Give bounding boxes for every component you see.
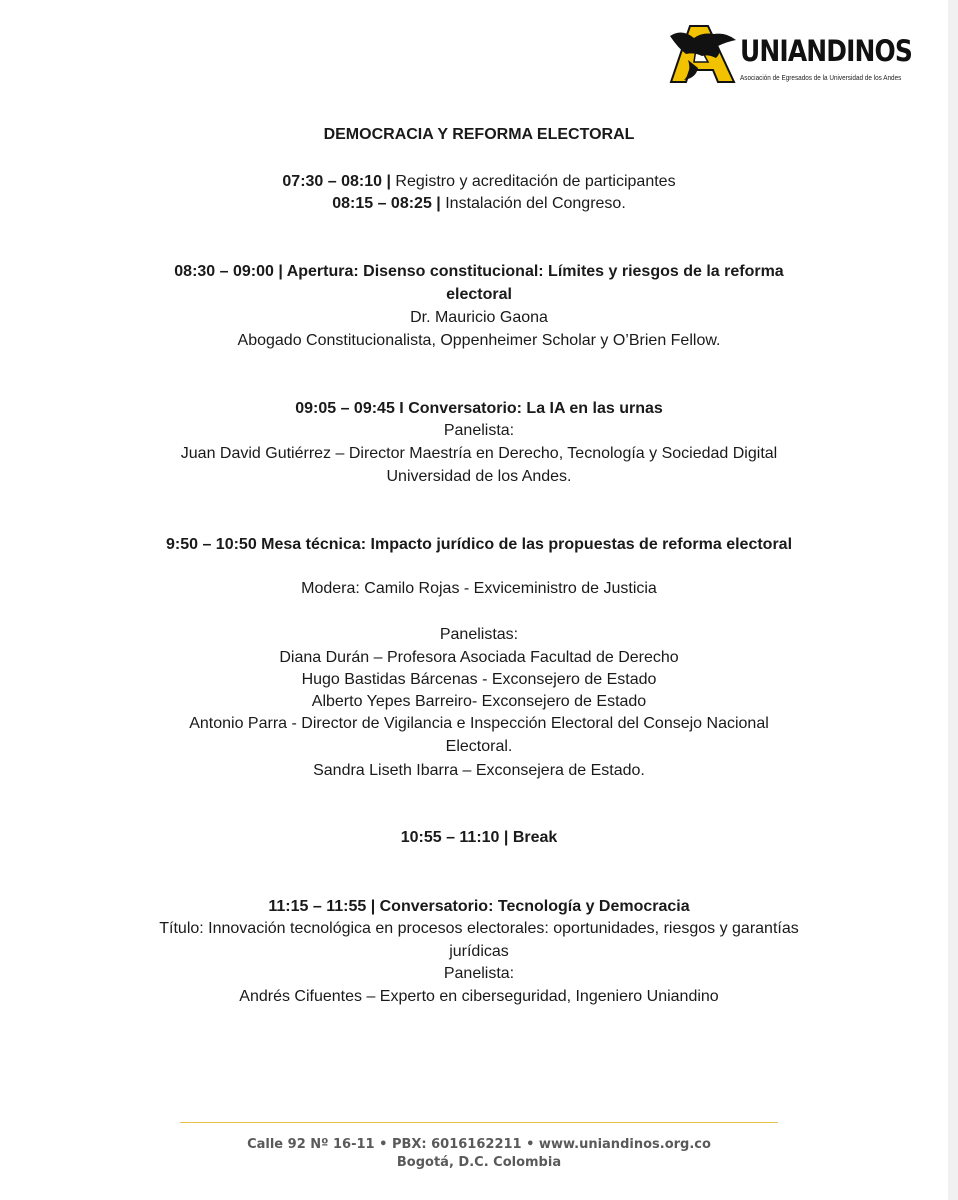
agenda-heading-tecnologia: 11:15 – 11:55 | Conversatorio: Tecnología y Democracia	[268, 898, 690, 915]
panelist: Antonio Parra - Director de Vigilancia e Inspección Electoral del Consejo Nacional	[189, 715, 769, 732]
panelist: Sandra Liseth Ibarra – Exconsejera de Estado.	[313, 762, 645, 779]
agenda-heading-apertura-cont: electoral	[446, 286, 512, 303]
logo-subtitle: Asociación de Egresados de la Universidad de los Andes	[740, 73, 902, 82]
logo-wordmark: UNIANDINOS	[740, 34, 912, 68]
panelist: Hugo Bastidas Bárcenas - Exconsejero de Estado	[301, 671, 657, 688]
panelist-affiliation: Universidad de los Andes.	[386, 468, 572, 485]
speaker-role: Abogado Constitucionalista, Oppenheimer Scholar y O’Brien Fellow.	[237, 332, 721, 349]
agenda-time: 08:15 – 08:25 |	[332, 195, 441, 212]
page-edge	[948, 0, 958, 1200]
speaker-name: Dr. Mauricio Gaona	[410, 309, 548, 326]
agenda-heading-apertura: 08:30 – 09:00 | Apertura: Disenso constitucional: Límites y riesgos de la reforma	[174, 263, 784, 280]
panelist: Juan David Gutiérrez – Director Maestría en Derecho, Tecnología y Sociedad Digital	[180, 445, 778, 462]
panel-label: Panelista:	[443, 965, 515, 982]
uniandinos-logo	[668, 24, 913, 86]
footer-city: Bogotá, D.C. Colombia	[396, 1155, 562, 1170]
agenda-item-registration	[0, 172, 958, 192]
panelist: Diana Durán – Profesora Asociada Facultad de Derecho	[279, 649, 679, 666]
agenda-text: Instalación del Congreso.	[445, 195, 626, 212]
panelist: Andrés Cifuentes – Experto en ciberseguridad, Ingeniero Uniandino	[239, 988, 719, 1005]
agenda-heading-break: 10:55 – 11:10 | Break	[400, 829, 558, 846]
agenda-time: 07:30 – 08:10 |	[282, 173, 391, 190]
panel-label: Panelistas:	[439, 626, 519, 643]
panel-label: Panelista:	[443, 422, 515, 439]
panelist: Alberto Yepes Barreiro- Exconsejero de Estado	[311, 693, 647, 710]
moderator: Modera: Camilo Rojas - Exviceministro de Justicia	[301, 580, 657, 597]
agenda-heading-ia: 09:05 – 09:45 I Conversatorio: La IA en las urnas	[295, 400, 663, 417]
agenda-text: Registro y acreditación de participantes	[395, 173, 676, 190]
panelist-cont: Electoral.	[445, 738, 513, 755]
talk-title-cont: jurídicas	[449, 943, 509, 960]
document-title: DEMOCRACIA Y REFORMA ELECTORAL	[323, 126, 635, 143]
talk-title: Título: Innovación tecnológica en procesos electorales: oportunidades, riesgos y garantías	[159, 920, 799, 937]
agenda-heading-mesa-tecnica: 9:50 – 10:50 Mesa técnica: Impacto jurídico de las propuestas de reforma electoral	[165, 536, 793, 553]
footer-address: Calle 92 Nº 16-11 • PBX: 6016162211 • www.uniandinos.org.co	[247, 1137, 711, 1152]
footer-divider	[180, 1122, 778, 1123]
uniandinos-emblem-icon	[668, 24, 740, 84]
agenda-item-installation	[0, 194, 958, 214]
